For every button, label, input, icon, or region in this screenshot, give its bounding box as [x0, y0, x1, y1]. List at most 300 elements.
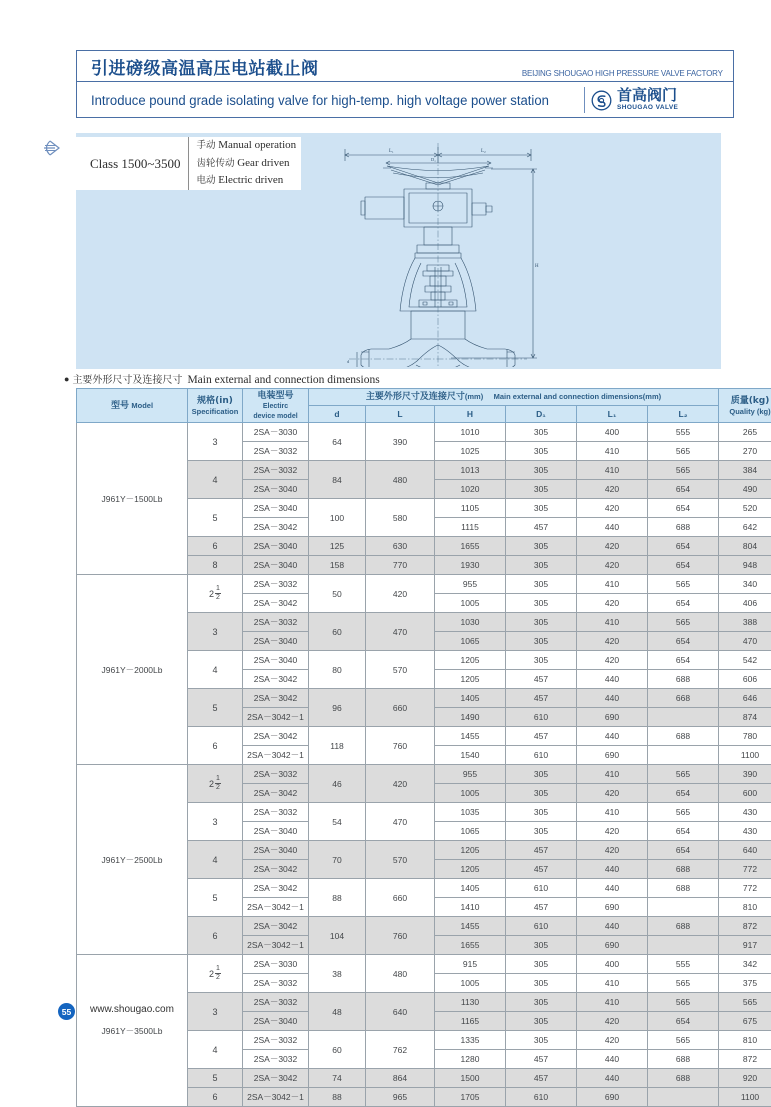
- cell-D1: 305: [506, 556, 577, 575]
- cell-d: 64: [309, 423, 366, 461]
- cell-D1: 305: [506, 480, 577, 499]
- cell-d: 60: [309, 1031, 366, 1069]
- cell-D1: 457: [506, 841, 577, 860]
- cell-L2: 688: [648, 727, 719, 746]
- cell-L2: 654: [648, 1012, 719, 1031]
- cell-D1: 457: [506, 860, 577, 879]
- cell-quality: 520: [719, 499, 771, 518]
- cell-quality: 470: [719, 632, 771, 651]
- cell-L: 640: [366, 993, 435, 1031]
- table-row: [77, 575, 771, 594]
- cell-H: 1025: [435, 442, 506, 461]
- cell-quality: 804: [719, 537, 771, 556]
- cell-d: 54: [309, 803, 366, 841]
- cell-d: 125: [309, 537, 366, 556]
- cell-model: J961Y－2500Lb: [77, 765, 188, 955]
- cell-H: 1035: [435, 803, 506, 822]
- cell-device-model: 2SA－3032: [243, 993, 309, 1012]
- cell-H: 1130: [435, 993, 506, 1012]
- cell-device-model: 2SA－3042－1: [243, 898, 309, 917]
- cell-H: 1335: [435, 1031, 506, 1050]
- cell-quality: 375: [719, 974, 771, 993]
- cell-L2: 565: [648, 765, 719, 784]
- cell-H: 1205: [435, 651, 506, 670]
- cell-specification: 5: [188, 1069, 243, 1088]
- cell-L2: 654: [648, 784, 719, 803]
- cell-L1: 690: [577, 708, 648, 727]
- cell-quality: 642: [719, 518, 771, 537]
- logo-text-cn: 首高阀门: [617, 88, 678, 103]
- cell-d: 74: [309, 1069, 366, 1088]
- cell-L1: 420: [577, 499, 648, 518]
- cell-D1: 305: [506, 936, 577, 955]
- cell-L2: [648, 898, 719, 917]
- cell-quality: 388: [719, 613, 771, 632]
- cell-quality: 772: [719, 860, 771, 879]
- col-header-H: H: [435, 406, 506, 423]
- cell-specification: 3: [188, 423, 243, 461]
- header-row-chinese: [77, 51, 733, 82]
- cell-L2: 565: [648, 1031, 719, 1050]
- cell-L1: 420: [577, 537, 648, 556]
- cell-H: 1540: [435, 746, 506, 765]
- cell-L2: 654: [648, 651, 719, 670]
- cell-d: 104: [309, 917, 366, 955]
- cell-D1: 610: [506, 879, 577, 898]
- svg-text:L₂: L₂: [481, 149, 486, 154]
- cell-specification: 4: [188, 841, 243, 879]
- drive-option-cn: 齿轮传动: [196, 158, 234, 169]
- cell-quality: 342: [719, 955, 771, 974]
- cell-device-model: 2SA－3042－1: [243, 1088, 309, 1107]
- drive-option-en: Manual operation: [218, 139, 296, 151]
- cell-device-model: 2SA－3042: [243, 917, 309, 936]
- cell-H: 1013: [435, 461, 506, 480]
- cell-d: 70: [309, 841, 366, 879]
- cell-D1: 610: [506, 746, 577, 765]
- svg-text:d: d: [347, 359, 350, 364]
- cell-H: 1410: [435, 898, 506, 917]
- table-caption-cn: 主要外形尺寸及连接尺寸: [72, 375, 182, 386]
- page-header: [0, 50, 771, 122]
- cell-H: 1455: [435, 917, 506, 936]
- cell-device-model: 2SA－3032: [243, 442, 309, 461]
- cell-L2: 688: [648, 879, 719, 898]
- cell-specification: 8: [188, 556, 243, 575]
- drive-option: [196, 155, 296, 173]
- cell-specification: 4: [188, 1031, 243, 1069]
- cell-L1: 440: [577, 727, 648, 746]
- cell-L2: [648, 746, 719, 765]
- cell-device-model: 2SA－3032: [243, 974, 309, 993]
- cell-device-model: 2SA－3040: [243, 1012, 309, 1031]
- cell-L2: [648, 1088, 719, 1107]
- table-caption-en: Main external and connection dimensions: [187, 374, 379, 386]
- cell-d: 84: [309, 461, 366, 499]
- cell-device-model: 2SA－3042: [243, 879, 309, 898]
- cell-specification: 6: [188, 537, 243, 556]
- cell-H: 1655: [435, 936, 506, 955]
- cell-quality: 772: [719, 879, 771, 898]
- cell-device-model: 2SA－3042－1: [243, 936, 309, 955]
- header-row-english: [77, 82, 733, 118]
- cell-H: 915: [435, 955, 506, 974]
- cell-L: 470: [366, 803, 435, 841]
- cell-L: 420: [366, 575, 435, 613]
- logo-text-en: SHOUGAO VALVE: [617, 105, 678, 112]
- cell-device-model: 2SA－3042: [243, 518, 309, 537]
- cell-D1: 305: [506, 974, 577, 993]
- drive-option-cn: 手动: [196, 140, 215, 151]
- cell-device-model: 2SA－3030: [243, 423, 309, 442]
- cell-quality: 606: [719, 670, 771, 689]
- cell-quality: 948: [719, 556, 771, 575]
- cell-L2: 565: [648, 442, 719, 461]
- cell-L2: [648, 708, 719, 727]
- cell-L1: 410: [577, 613, 648, 632]
- cell-model: J961Y－3500Lb: [77, 955, 188, 1107]
- cell-device-model: 2SA－3040: [243, 651, 309, 670]
- cell-H: 1065: [435, 822, 506, 841]
- cell-device-model: 2SA－3032: [243, 575, 309, 594]
- cell-H: 1030: [435, 613, 506, 632]
- cell-L1: 420: [577, 651, 648, 670]
- cell-L: 390: [366, 423, 435, 461]
- cell-device-model: 2SA－3042: [243, 1069, 309, 1088]
- cell-quality: 600: [719, 784, 771, 803]
- cell-D1: 610: [506, 708, 577, 727]
- cell-L1: 420: [577, 594, 648, 613]
- cell-L: 760: [366, 917, 435, 955]
- col-header-dimensions-group: 主要外形尺寸及连接尺寸(mm) Main external and connection dimensions(mm): [309, 389, 719, 406]
- drive-option-cn: 电动: [196, 175, 215, 186]
- cell-D1: 305: [506, 993, 577, 1012]
- cell-D1: 305: [506, 955, 577, 974]
- cell-quality: 780: [719, 727, 771, 746]
- cell-L1: 690: [577, 1088, 648, 1107]
- class-info-box: [76, 137, 301, 190]
- cell-L2: 555: [648, 955, 719, 974]
- cell-device-model: 2SA－3042: [243, 860, 309, 879]
- cell-device-model: 2SA－3032: [243, 1050, 309, 1069]
- col-header-L2: L₂: [648, 406, 719, 423]
- cell-D1: 610: [506, 1088, 577, 1107]
- cell-L1: 440: [577, 518, 648, 537]
- col-header-model: 型号 Model: [77, 389, 188, 423]
- cell-L1: 690: [577, 746, 648, 765]
- cell-L: 570: [366, 841, 435, 879]
- cell-L2: 565: [648, 993, 719, 1012]
- page-number-badge: 55: [58, 1003, 75, 1020]
- cell-D1: 305: [506, 651, 577, 670]
- cell-quality: 430: [719, 822, 771, 841]
- cell-L: 420: [366, 765, 435, 803]
- cell-D1: 305: [506, 1031, 577, 1050]
- cell-H: 955: [435, 575, 506, 594]
- cell-L1: 420: [577, 480, 648, 499]
- cell-L1: 420: [577, 841, 648, 860]
- cell-specification: 6: [188, 917, 243, 955]
- cell-d: 100: [309, 499, 366, 537]
- cell-L2: 654: [648, 822, 719, 841]
- table-caption: [64, 371, 380, 386]
- page-title-en: Introduce pound grade isolating valve for high-temp. high voltage power station: [91, 93, 549, 108]
- cell-D1: 457: [506, 1050, 577, 1069]
- cell-device-model: 2SA－3040: [243, 499, 309, 518]
- cell-L1: 410: [577, 765, 648, 784]
- cell-D1: 610: [506, 917, 577, 936]
- drive-options-list: [188, 137, 296, 190]
- cell-d: 88: [309, 879, 366, 917]
- cell-d: 118: [309, 727, 366, 765]
- cell-D1: 305: [506, 499, 577, 518]
- cell-D1: 305: [506, 613, 577, 632]
- logo-divider: [584, 87, 585, 113]
- cell-D1: 457: [506, 1069, 577, 1088]
- cell-H: 1005: [435, 784, 506, 803]
- double-arrow-right-icon: [40, 136, 68, 160]
- cell-specification: 6: [188, 727, 243, 765]
- product-illustration-panel: [76, 133, 721, 369]
- cell-quality: 542: [719, 651, 771, 670]
- svg-text:L₁: L₁: [389, 149, 394, 154]
- cell-specification: 5: [188, 689, 243, 727]
- cell-H: 1930: [435, 556, 506, 575]
- bullet-icon: ●: [64, 374, 69, 384]
- cell-device-model: 2SA－3040: [243, 632, 309, 651]
- cell-L: 470: [366, 613, 435, 651]
- cell-D1: 457: [506, 518, 577, 537]
- drive-option-en: Electric driven: [218, 174, 283, 186]
- cell-H: 1065: [435, 632, 506, 651]
- cell-device-model: 2SA－3040: [243, 537, 309, 556]
- cell-L2: 654: [648, 556, 719, 575]
- cell-D1: 305: [506, 822, 577, 841]
- cell-H: 1165: [435, 1012, 506, 1031]
- cell-quality: 810: [719, 1031, 771, 1050]
- cell-L2: 565: [648, 575, 719, 594]
- cell-L2: 668: [648, 689, 719, 708]
- cell-d: 88: [309, 1088, 366, 1107]
- cell-specification: 5: [188, 499, 243, 537]
- cell-L2: 688: [648, 670, 719, 689]
- cell-device-model: 2SA－3032: [243, 1031, 309, 1050]
- cell-D1: 457: [506, 689, 577, 708]
- cell-L1: 690: [577, 936, 648, 955]
- cell-D1: 305: [506, 423, 577, 442]
- cell-H: 1455: [435, 727, 506, 746]
- cell-quality: 384: [719, 461, 771, 480]
- cell-L1: 440: [577, 689, 648, 708]
- cell-D1: 305: [506, 461, 577, 480]
- cell-L1: 420: [577, 1031, 648, 1050]
- cell-D1: 457: [506, 727, 577, 746]
- cell-H: 1105: [435, 499, 506, 518]
- cell-specification: 4: [188, 461, 243, 499]
- cell-H: 1005: [435, 974, 506, 993]
- header-title-box: [76, 50, 734, 118]
- cell-device-model: 2SA－3042－1: [243, 708, 309, 727]
- svg-text:H: H: [535, 264, 539, 269]
- cell-L2: 654: [648, 841, 719, 860]
- factory-name: BEIJING SHOUGAO HIGH PRESSURE VALVE FACTORY: [522, 68, 723, 78]
- cell-L1: 440: [577, 1069, 648, 1088]
- cell-H: 1490: [435, 708, 506, 727]
- cell-L2: 555: [648, 423, 719, 442]
- cell-H: 1020: [435, 480, 506, 499]
- cell-L1: 440: [577, 860, 648, 879]
- cell-d: 38: [309, 955, 366, 993]
- table-header: [77, 389, 771, 423]
- cell-quality: 810: [719, 898, 771, 917]
- cell-L1: 420: [577, 556, 648, 575]
- cell-H: 1705: [435, 1088, 506, 1107]
- cell-L: 480: [366, 955, 435, 993]
- table-row: [77, 955, 771, 974]
- col-header-L1: L₁: [577, 406, 648, 423]
- cell-L: 660: [366, 879, 435, 917]
- cell-L1: 410: [577, 803, 648, 822]
- cell-L1: 410: [577, 993, 648, 1012]
- cell-quality: 1100: [719, 1088, 771, 1107]
- cell-L1: 410: [577, 461, 648, 480]
- cell-H: 1010: [435, 423, 506, 442]
- cell-d: 60: [309, 613, 366, 651]
- cell-quality: 646: [719, 689, 771, 708]
- cell-D1: 305: [506, 537, 577, 556]
- cell-device-model: 2SA－3032: [243, 461, 309, 480]
- cell-L: 762: [366, 1031, 435, 1069]
- shougao-logo-icon: [591, 90, 612, 111]
- cell-specification: 2 $\frac{1}{2}$: [188, 575, 243, 613]
- cell-L: 580: [366, 499, 435, 537]
- cell-quality: 874: [719, 708, 771, 727]
- cell-D1: 457: [506, 898, 577, 917]
- cell-d: 80: [309, 651, 366, 689]
- cell-device-model: 2SA－3042－1: [243, 746, 309, 765]
- cell-H: 1405: [435, 879, 506, 898]
- cell-L2: 654: [648, 480, 719, 499]
- cell-device-model: 2SA－3042: [243, 784, 309, 803]
- cell-L2: 688: [648, 860, 719, 879]
- cell-L2: 565: [648, 803, 719, 822]
- cell-L1: 410: [577, 442, 648, 461]
- table-row: [77, 765, 771, 784]
- cell-specification: 2 $\frac{1}{2}$: [188, 765, 243, 803]
- cell-specification: 5: [188, 879, 243, 917]
- cell-device-model: 2SA－3042: [243, 670, 309, 689]
- website-url[interactable]: www.shougao.com: [90, 1004, 174, 1015]
- page-footer: [0, 1000, 771, 1030]
- drive-option-en: Gear driven: [237, 157, 289, 169]
- cell-device-model: 2SA－3040: [243, 480, 309, 499]
- cell-quality: 406: [719, 594, 771, 613]
- cell-device-model: 2SA－3032: [243, 613, 309, 632]
- cell-device-model: 2SA－3040: [243, 841, 309, 860]
- col-header-D1: D₁: [506, 406, 577, 423]
- cell-L1: 420: [577, 784, 648, 803]
- cell-device-model: 2SA－3040: [243, 556, 309, 575]
- cell-device-model: 2SA－3032: [243, 803, 309, 822]
- cell-L1: 420: [577, 632, 648, 651]
- cell-device-model: 2SA－3032: [243, 765, 309, 784]
- cell-device-model: 2SA－3042: [243, 594, 309, 613]
- cell-H: 1205: [435, 841, 506, 860]
- cell-device-model: 2SA－3042: [243, 727, 309, 746]
- cell-D1: 305: [506, 594, 577, 613]
- svg-text:D₁: D₁: [431, 157, 436, 162]
- cell-quality: 270: [719, 442, 771, 461]
- cell-L: 760: [366, 727, 435, 765]
- cell-L1: 420: [577, 822, 648, 841]
- cell-L1: 440: [577, 879, 648, 898]
- col-header-device-model: 电装型号 Electirc device model: [243, 389, 309, 423]
- cell-H: 955: [435, 765, 506, 784]
- cell-device-model: 2SA－3042: [243, 689, 309, 708]
- cell-quality: 340: [719, 575, 771, 594]
- cell-D1: 305: [506, 765, 577, 784]
- cell-H: 1205: [435, 670, 506, 689]
- cell-quality: 565: [719, 993, 771, 1012]
- cell-L: 480: [366, 461, 435, 499]
- cell-L2: 654: [648, 632, 719, 651]
- cell-L2: 654: [648, 499, 719, 518]
- drive-option: [196, 172, 296, 190]
- cell-quality: 920: [719, 1069, 771, 1088]
- cell-quality: 872: [719, 917, 771, 936]
- cell-quality: 490: [719, 480, 771, 499]
- cell-L2: 565: [648, 613, 719, 632]
- company-logo: [591, 84, 725, 116]
- cell-H: 1500: [435, 1069, 506, 1088]
- cell-L2: 688: [648, 1050, 719, 1069]
- cell-D1: 305: [506, 1012, 577, 1031]
- cell-L1: 420: [577, 1012, 648, 1031]
- globe-valve-electric-actuator-drawing: [331, 139, 546, 367]
- cell-d: 96: [309, 689, 366, 727]
- cell-quality: 265: [719, 423, 771, 442]
- cell-L1: 440: [577, 917, 648, 936]
- cell-L2: 654: [648, 537, 719, 556]
- cell-quality: 872: [719, 1050, 771, 1069]
- cell-specification: 2 $\frac{1}{2}$: [188, 955, 243, 993]
- cell-L: 965: [366, 1088, 435, 1107]
- cell-D1: 305: [506, 803, 577, 822]
- cell-specification: 3: [188, 613, 243, 651]
- cell-L: 864: [366, 1069, 435, 1088]
- cell-L1: 690: [577, 898, 648, 917]
- cell-D1: 305: [506, 575, 577, 594]
- cell-d: 50: [309, 575, 366, 613]
- cell-D1: 305: [506, 632, 577, 651]
- cell-L: 570: [366, 651, 435, 689]
- cell-specification: 3: [188, 993, 243, 1031]
- cell-D1: 305: [506, 442, 577, 461]
- cell-H: 1280: [435, 1050, 506, 1069]
- cell-L2: 688: [648, 518, 719, 537]
- cell-quality: 390: [719, 765, 771, 784]
- cell-specification: 3: [188, 803, 243, 841]
- cell-L: 630: [366, 537, 435, 556]
- cell-quality: 430: [719, 803, 771, 822]
- cell-quality: 917: [719, 936, 771, 955]
- cell-d: 48: [309, 993, 366, 1031]
- cell-H: 1115: [435, 518, 506, 537]
- cell-L2: 565: [648, 461, 719, 480]
- cell-L1: 400: [577, 955, 648, 974]
- cell-d: 46: [309, 765, 366, 803]
- cell-L1: 440: [577, 1050, 648, 1069]
